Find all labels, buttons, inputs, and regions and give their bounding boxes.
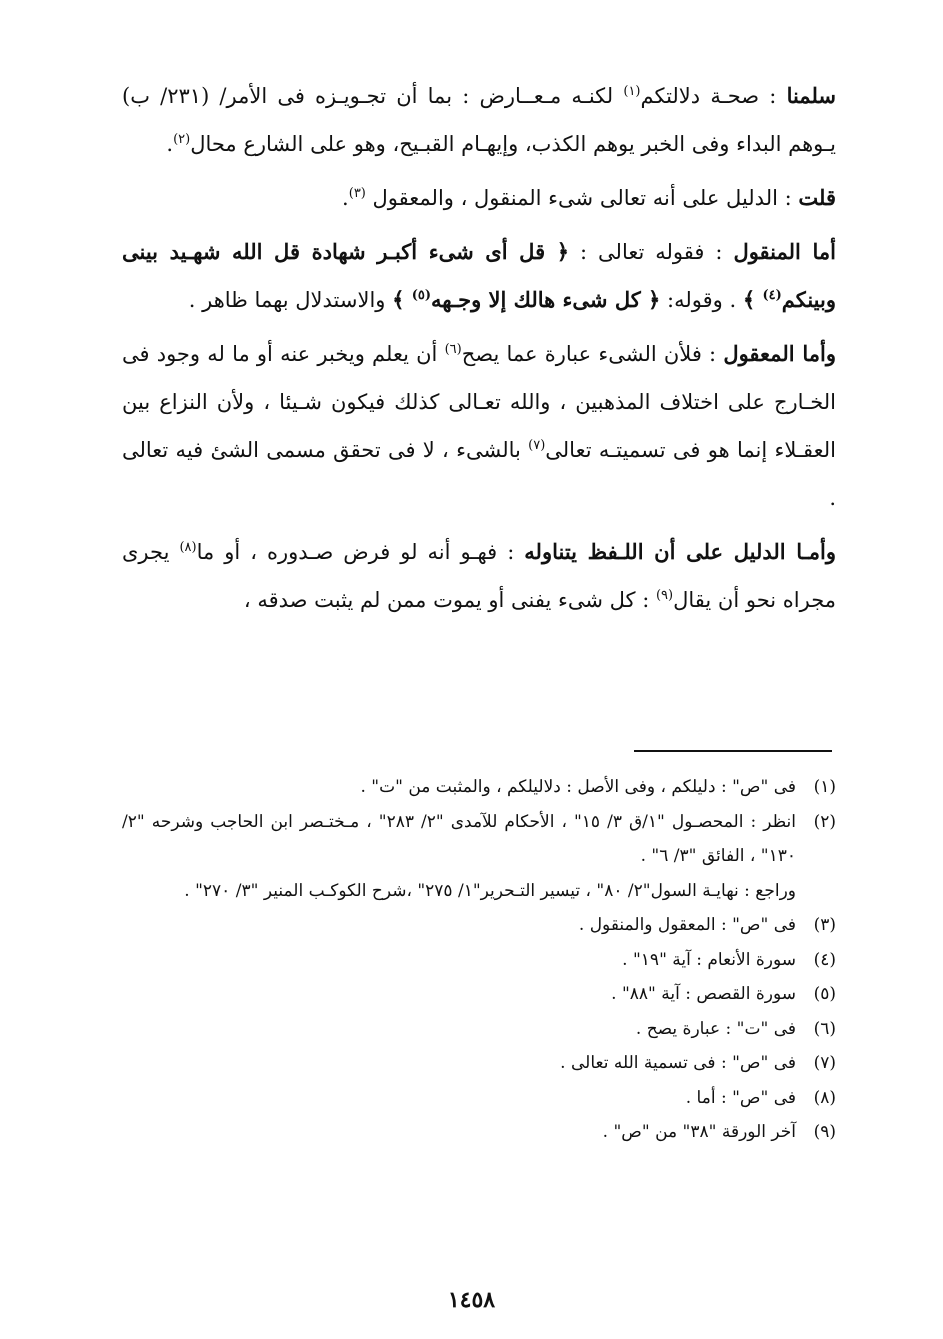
paragraph-1 <box>122 72 836 168</box>
footnote-ref-1: (١) <box>623 84 641 99</box>
paragraph-4-text-b: أن يعلم ويخبر عنه أو ما له وجود فى الخـارج على اختلاف المذهبين ، والله تعـالى كذلك فيكون شـيئا ، ولأن النزاع بين العقـلاء إنما هو فى تسميتـه تعالى <box>122 342 837 462</box>
paragraph-2-text-a: : الدليل على أنه تعالى شىء المنقول ، والمعقول <box>365 186 799 210</box>
footnote-ref-9: (٩) <box>655 588 674 603</box>
footnote-text: فى "ت" : عبارة يصح . <box>635 1018 796 1039</box>
footnote-text: فى "ص" : فى تسمية الله تعالى . <box>560 1053 796 1073</box>
page-number: ١٤٥٨ <box>447 1287 496 1313</box>
paragraph-4-text-a: : فلأن الشىء عبارة عما يصح <box>461 342 724 366</box>
footnote-divider <box>634 750 832 752</box>
footnote-number: (٨) <box>813 1087 836 1108</box>
footnote-ref-3: (٣) <box>348 186 366 201</box>
paragraph-4 <box>122 330 836 522</box>
footnote-item <box>122 1115 836 1150</box>
footnote-number: (٧) <box>813 1053 836 1073</box>
paragraph-3-text-c: والاستدلال بهما ظاهر . <box>188 288 393 312</box>
paragraph-4-text-c: بالشىء ، لا فى تحقق مسمى الشئ فيه تعالى . <box>122 438 836 510</box>
footnote-text: انظر : المحصـول "١/ق ٣/ ١٥" ، الأحكام للآمدى "٢/ ٢٨٣" ، مـختـصر ابن الحاجب وشرحه "٢/ ١٣٠" ، الفائق "٣/ ٦" . <box>122 811 797 866</box>
footnote-item <box>122 805 836 874</box>
footnote-text: فى "ص" : دليلكم ، وفى الأصل : دلاليلكم ، والمثبت من "ت" . <box>360 777 796 797</box>
footnote-item <box>122 943 836 978</box>
paragraph-3-text-a: : فقوله تعالى : <box>569 240 734 264</box>
footnote-number: (٢) <box>813 811 836 832</box>
footnote-ref-8: (٨) <box>179 540 197 555</box>
paragraph-3-text-b: . وقوله: <box>660 288 743 312</box>
footnote-number: (٩) <box>813 1122 836 1142</box>
paragraph-3 <box>122 228 836 324</box>
footnote-text: فى "ص" : أما . <box>685 1087 796 1108</box>
quran-quote-2-close: ﴾ <box>392 287 412 312</box>
footnote-item <box>122 874 836 909</box>
paragraph-3-lead: أما المنقول <box>733 239 836 264</box>
paragraph-5 <box>122 528 836 624</box>
paragraph-1-text-c: . <box>166 132 174 156</box>
paragraph-5-lead: وأمـا الدليل على أن اللـفظ يتناوله <box>524 539 837 564</box>
paragraph-1-text-b: لكنـه مـعــارض : بما أن تجـويـزه فى الأمر/ (٢٣١/ ب) يـوهم البداء وفى الخبر يوهم الكذب، وإيهـام القبـيح، وهو على الشارع محال <box>122 84 836 156</box>
footnote-ref-2: (٢) <box>173 132 191 147</box>
footnote-text: سورة الأنعام : آية "١٩" . <box>622 949 796 970</box>
footnote-item <box>122 1046 836 1081</box>
quran-quote-1-close: ﴾ <box>742 287 763 312</box>
paragraph-1-text-a: : صحـة دلالتكم <box>640 84 787 108</box>
footnote-ref-7: (٧) <box>528 438 546 453</box>
paragraph-2 <box>122 174 836 222</box>
footnotes <box>122 770 836 1150</box>
paragraph-4-lead: وأما المعقول <box>723 341 836 366</box>
footnote-item <box>122 1081 836 1116</box>
paragraph-5-text-b: يجرى مجراه نحو أن يقال <box>122 540 836 612</box>
footnote-number: (٥) <box>813 984 836 1004</box>
paragraph-5-text-c: : كل شىء يفنى أو يموت ممن لم يثبت صدقه ، <box>243 588 656 612</box>
footnote-ref-4: (٤) <box>762 288 782 303</box>
footnote-text: فى "ص" : المعقول والمنقول . <box>578 915 796 935</box>
main-text <box>122 72 836 630</box>
footnote-item <box>122 770 836 805</box>
footnote-text: وراجع : نهايـة السول"٢/ ٨٠" ، تيسير التـحرير"١/ ٢٧٥" ،شرح الكوكـب المنير "٣/ ٢٧٠" . <box>184 880 796 901</box>
footnote-text: سورة القصص : آية "٨٨" . <box>611 984 796 1004</box>
footnote-ref-5: (٥) <box>411 288 432 303</box>
paragraph-5-text-a: : فهـو أنه لو فرض صـدوره ، أو ما <box>196 540 525 564</box>
footnote-item <box>122 1012 836 1047</box>
footnote-number: (٦) <box>813 1018 836 1039</box>
paragraph-2-lead: قلت <box>798 185 836 210</box>
quran-quote-1: ﴿ قل أى شىء أكبـر شهادة قل الله شهـيد بينى وبينكم <box>122 239 836 312</box>
paragraph-1-lead: سلمنا <box>786 83 836 108</box>
footnote-text: آخر الورقة "٣٨" من "ص" . <box>602 1122 796 1142</box>
footnote-number: (١) <box>813 777 836 797</box>
paragraph-2-text-b: . <box>342 186 349 210</box>
quran-quote-2: ﴿ كل شىء هالك إلا وجـهه <box>431 287 661 312</box>
footnote-item <box>122 908 836 943</box>
footnote-item <box>122 977 836 1012</box>
footnote-ref-6: (٦) <box>444 342 462 357</box>
footnote-number: (٤) <box>813 949 836 970</box>
footnote-number: (٣) <box>813 915 836 935</box>
